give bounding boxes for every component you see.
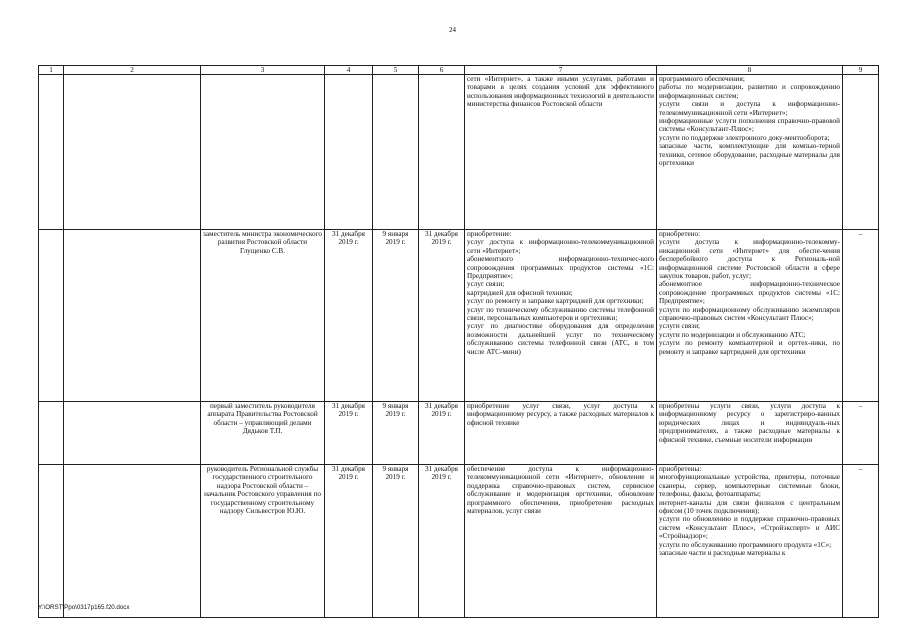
page-number: 24 [449, 26, 456, 34]
cell-official: первый заместитель руководителя аппарата Правительства Ростовской области – управляющий делами Дядьков Т.П. [201, 402, 325, 465]
cell-col1 [39, 465, 64, 618]
cell-col6 [419, 75, 465, 230]
col-header-8: 8 [657, 66, 843, 75]
col-header-2: 2 [64, 66, 201, 75]
cell-col1 [39, 75, 64, 230]
cell-col9 [843, 75, 879, 230]
col-header-5: 5 [373, 66, 419, 75]
cell-date-col4: 31 декабря 2019 г. [325, 402, 373, 465]
cell-col1 [39, 230, 64, 402]
cell-date-col4: 31 декабря 2019 г. [325, 465, 373, 618]
cell-col2 [64, 230, 201, 402]
table-row [39, 230, 879, 402]
cell-col2 [64, 75, 201, 230]
cell-planned: обеспечение доступа к информационно-телекоммуникационной сети «Интернет», обновление и поддержка справочно-правовых систем, сервисное обслуживание и модернизация оргтехники, обновление программного обеспечения, приобретение расходных материалов, услуг связи [465, 465, 657, 618]
cell-planned: приобретение услуг связи, услуг доступа к информационному ресурсу, а также расходных материалов к офисной технике [465, 402, 657, 465]
report-table [38, 65, 879, 618]
cell-date-col4: 31 декабря 2019 г. [325, 230, 373, 402]
table-row [39, 402, 879, 465]
cell-result: приобретены: многофункциональные устройства, принтеры, поточные сканеры, сервер, компьютерные системные блоки, телефоны, факсы, фотоаппараты; интернет-каналы для связи филиалов с центральным офисом (10 точек подключения); услуги по обновлению и поддержке справочно-правовых систем «Консультант Плюс», «Стройэксперт» и АИС «Стройнадзор»; услуги по обслуживанию программного продукта «1С»; запасные части и расходные материалы к [657, 465, 843, 618]
cell-official: руководитель Региональной службы государственного строительного надзора Ростовской области – начальник Ростовского управления по государственному строительному надзору Сильвестров Ю.Ю. [201, 465, 325, 618]
cell-note: – [843, 465, 879, 618]
cell-note: – [843, 230, 879, 402]
cell-date-col6: 31 декабря 2019 г. [419, 402, 465, 465]
cell-date-col6: 31 декабря 2019 г. [419, 230, 465, 402]
cell-date-col5: 9 января 2019 г. [373, 402, 419, 465]
col-header-7: 7 [465, 66, 657, 75]
cell-col5 [373, 75, 419, 230]
cell-result: приобретены услуги связи, услуги доступа к информационному ресурсу о зарегистриро-ванных юридических лицах и индивидуаль-ных предпринимателях, а также расходные материалы к офисной технике, съемные носители информации [657, 402, 843, 465]
table-row [39, 465, 879, 618]
column-number-header [39, 66, 879, 75]
cell-col3 [201, 75, 325, 230]
cell-planned: приобретение: услуг доступа к информационно-телекоммуникационной сети «Интернет»; абонементного информационно-техничес-кого сопровождения программных продуктов системы «1С: Предприятие»; услуг связи; картриджей для офисной техники; услуг по ремонту и заправке картриджей для оргтехники; услуг по техническому обслуживанию системы телефонной связи, персональных компьютеров и оргтехники; услуг по диагностике оборудования для определения возможности дальнейшей услуг по техническому обслуживанию системы телефонной связи (АТС, в том числе АТС-мини) [465, 230, 657, 402]
col-header-9: 9 [843, 66, 879, 75]
cell-date-col5: 9 января 2019 г. [373, 465, 419, 618]
table-row-continued [39, 75, 879, 230]
cell-col2 [64, 465, 201, 618]
cell-note: – [843, 402, 879, 465]
cell-official: заместитель министра экономического развития Ростовской области Глущенко С.В. [201, 230, 325, 402]
col-header-4: 4 [325, 66, 373, 75]
cell-date-col5: 9 января 2019 г. [373, 230, 419, 402]
cell-date-col6: 31 декабря 2019 г. [419, 465, 465, 618]
col-header-1: 1 [39, 66, 64, 75]
col-header-3: 3 [201, 66, 325, 75]
cell-col1 [39, 402, 64, 465]
cell-col7: сети «Интернет», а также иными услугами, работами и товарами в целях создания условий для эффективного использования информационных технологий в деятельности министерства финансов Ростовской области [465, 75, 657, 230]
cell-col2 [64, 402, 201, 465]
col-header-6: 6 [419, 66, 465, 75]
cell-col4 [325, 75, 373, 230]
cell-col8: программного обеспечения; работы по модернизации, развитию и сопровождению информационных систем; услуги связи и доступа к информационно-телекоммуникационной сети «Интернет»; информационные услуги пополнения справочно-правовой системы «Консультант-Плюс»; услуги по поддержке электронного доку-ментооборота; запасные части, комплектующие для компью-терной техники, сетевое оборудование, расходные материалы для оргтехники [657, 75, 843, 230]
cell-result: приобретено: услуги доступа к информационно-телекомму-никационной сети «Интернет» для обеспе-чения бесперебойного доступа к Региональ-ной информационной системе Ростовской области в сфере закупок товаров, работ, услуг; абонементное информационно-техническое сопровождение программных продуктов системы «1С: Предприятие»; услуги по информационному обслуживанию экземпляров справочно-правовых систем «Консультант Плюс»; услуги связи; услуги по модернизации и обслуживанию АТС; услуги по ремонту компьютерной и оргтех-ники, по ремонту и заправке картриджей для оргтехники [657, 230, 843, 402]
file-path: Y:\ORST\Ppo\0317p165.f20.docx [38, 604, 130, 611]
